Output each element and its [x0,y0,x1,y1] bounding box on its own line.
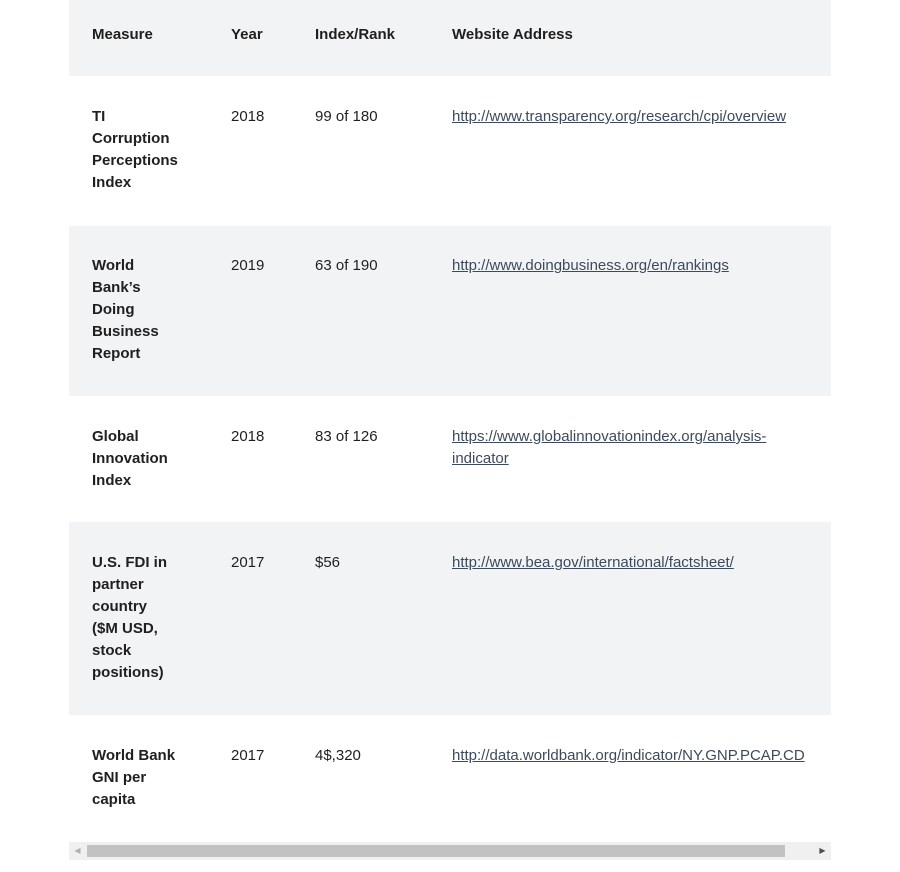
measure-line: Report [92,345,141,362]
measure-line: Doing [92,301,135,318]
measure-line: GNI per [92,769,147,786]
website-link[interactable]: http://www.bea.gov/international/factsheet/ [452,554,734,571]
website-link[interactable]: http://www.doingbusiness.org/en/rankings [452,257,729,274]
measure-line: Index [92,174,132,191]
index-value: 63 of 190 [315,257,378,274]
year-value: 2018 [231,428,265,445]
table-container [69,0,831,842]
website-link[interactable]: http://www.transparency.org/research/cpi/overview [452,108,787,125]
index-cell [292,396,429,522]
measure-cell [69,396,208,522]
website-cell [429,396,831,522]
measure-line: Corruption [92,130,170,147]
scroll-left-arrow-icon[interactable]: ◀ [74,846,81,855]
index-value: 83 of 126 [315,428,378,445]
measure-line: stock [92,642,132,659]
website-link[interactable]: http://data.worldbank.org/indicator/NY.GNP.PCAP.CD [452,747,805,764]
measure-line: Bank’s [92,279,141,296]
measure-line: positions) [92,664,164,681]
year-cell [208,76,292,226]
website-link-line: indicator [452,450,509,467]
measure-line: Index [92,472,132,489]
website-cell [429,226,831,396]
year-value: 2018 [231,108,265,125]
measure-line: Innovation [92,450,168,467]
header-year: Year [231,26,263,43]
table-row [69,715,831,842]
index-cell [292,715,429,842]
year-value: 2017 [231,554,265,571]
scroll-right-arrow-icon[interactable]: ▶ [819,846,826,855]
table-row [69,396,831,522]
website-link[interactable] [452,428,766,467]
header-website-address: Website Address [452,26,573,43]
year-cell [208,715,292,842]
measure-line: Perceptions [92,152,178,169]
year-cell [208,396,292,522]
measure-line: World [92,257,135,274]
table-header-row [69,0,831,76]
header-measure: Measure [92,26,153,43]
index-value: 4$,320 [315,747,361,764]
website-cell [429,715,831,842]
website-link-line: https://www.globalinnovationindex.org/analysis- [452,428,767,445]
measure-line: U.S. FDI in [92,554,167,571]
measure-line: Global [92,428,139,445]
horizontal-scrollbar[interactable] [69,842,831,860]
website-cell [429,76,831,226]
measure-line: ($M USD, [92,620,158,637]
index-cell [292,76,429,226]
scrollbar-thumb[interactable] [87,845,785,857]
measure-cell [69,522,208,715]
year-cell [208,226,292,396]
measure-cell [69,226,208,396]
website-cell [429,522,831,715]
index-cell [292,226,429,396]
year-value: 2019 [231,257,265,274]
index-value: 99 of 180 [315,108,378,125]
measures-table [69,0,831,842]
measure-line: capita [92,791,136,808]
measure-line: TI [92,108,106,125]
measure-cell [69,76,208,226]
index-cell [292,522,429,715]
year-cell [208,522,292,715]
year-value: 2017 [231,747,265,764]
measure-cell [69,715,208,842]
measure-line: partner [92,576,144,593]
table-row [69,522,831,715]
measure-line: Business [92,323,159,340]
table-row [69,226,831,396]
measure-line: country [92,598,148,615]
header-index-rank: Index/Rank [315,26,396,43]
measure-line: World Bank [92,747,176,764]
table-row [69,76,831,226]
index-value: $56 [315,554,341,571]
